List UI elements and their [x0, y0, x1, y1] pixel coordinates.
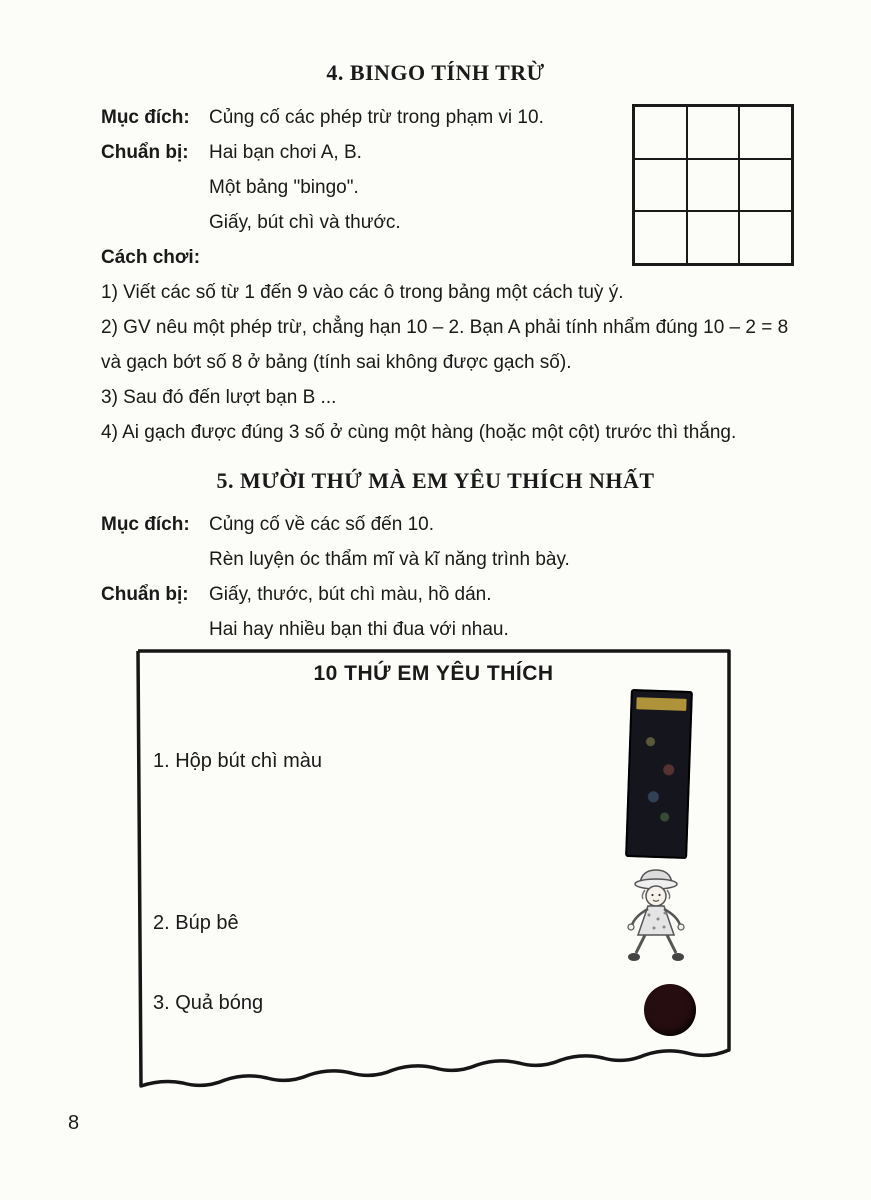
purpose-row: [101, 100, 795, 135]
section4-body: [101, 100, 795, 450]
pencil-box-image: [625, 689, 693, 859]
doll-image: [618, 866, 695, 968]
favorite-item: 1. Hộp bút chì màu: [153, 750, 322, 772]
favorite-item: 2. Búp bê: [153, 912, 239, 934]
prep-text: Giấy, bút chì và thước.: [209, 212, 401, 233]
purpose-label: Mục đích:: [101, 514, 190, 535]
howto-step: 3) Sau đó đến lượt bạn B ...: [101, 387, 337, 408]
favorites-box: [135, 648, 732, 1098]
purpose-text: Rèn luyện óc thẩm mĩ và kĩ năng trình bày.: [209, 549, 570, 570]
howto-step: 1) Viết các số từ 1 đến 9 vào các ô trong bảng một cách tuỳ ý.: [101, 282, 624, 303]
prep-text: Giấy, thước, bút chì màu, hồ dán.: [209, 584, 492, 605]
howto-step: 4) Ai gạch được đúng 3 số ở cùng một hàng (hoặc một cột) trước thì thắng.: [101, 422, 737, 443]
ball-image: [644, 984, 696, 1036]
prep-row: [101, 135, 795, 170]
section5-body: [101, 507, 795, 647]
favorites-box-title: 10 THỨ EM YÊU THÍCH: [313, 662, 554, 685]
prep-label: Chuẩn bị:: [101, 142, 189, 163]
prep-row: [101, 577, 795, 612]
prep-label: Chuẩn bị:: [101, 584, 189, 605]
section4-title: 4. BINGO TÍNH TRỪ: [326, 60, 545, 85]
page-number: 8: [68, 1112, 80, 1134]
purpose-row: [101, 507, 795, 542]
purpose-label: Mục đích:: [101, 107, 190, 128]
prep-text: Hai bạn chơi A, B.: [209, 142, 362, 163]
howto-label: Cách chơi:: [101, 247, 201, 268]
pencil-box-artwork: [633, 719, 685, 831]
purpose-text: Củng cố các phép trừ trong phạm vi 10.: [209, 107, 544, 128]
section5-title: 5. MƯỜI THỨ MÀ EM YÊU THÍCH NHẤT: [216, 468, 655, 493]
favorite-item: 3. Quả bóng: [153, 992, 264, 1014]
howto-step: 2) GV nêu một phép trừ, chẳng hạn 10 – 2. Bạn A phải tính nhẩm đúng 10 – 2 = 8 và gạch bớt số 8 ở bảng (tính sai không được gạch số).: [101, 317, 789, 373]
prep-text: Một bảng "bingo".: [209, 177, 359, 198]
purpose-text: Củng cố về các số đến 10.: [209, 514, 434, 535]
prep-text: Hai hay nhiều bạn thi đua với nhau.: [209, 619, 509, 640]
pencil-box-label-stripe: [636, 697, 686, 711]
